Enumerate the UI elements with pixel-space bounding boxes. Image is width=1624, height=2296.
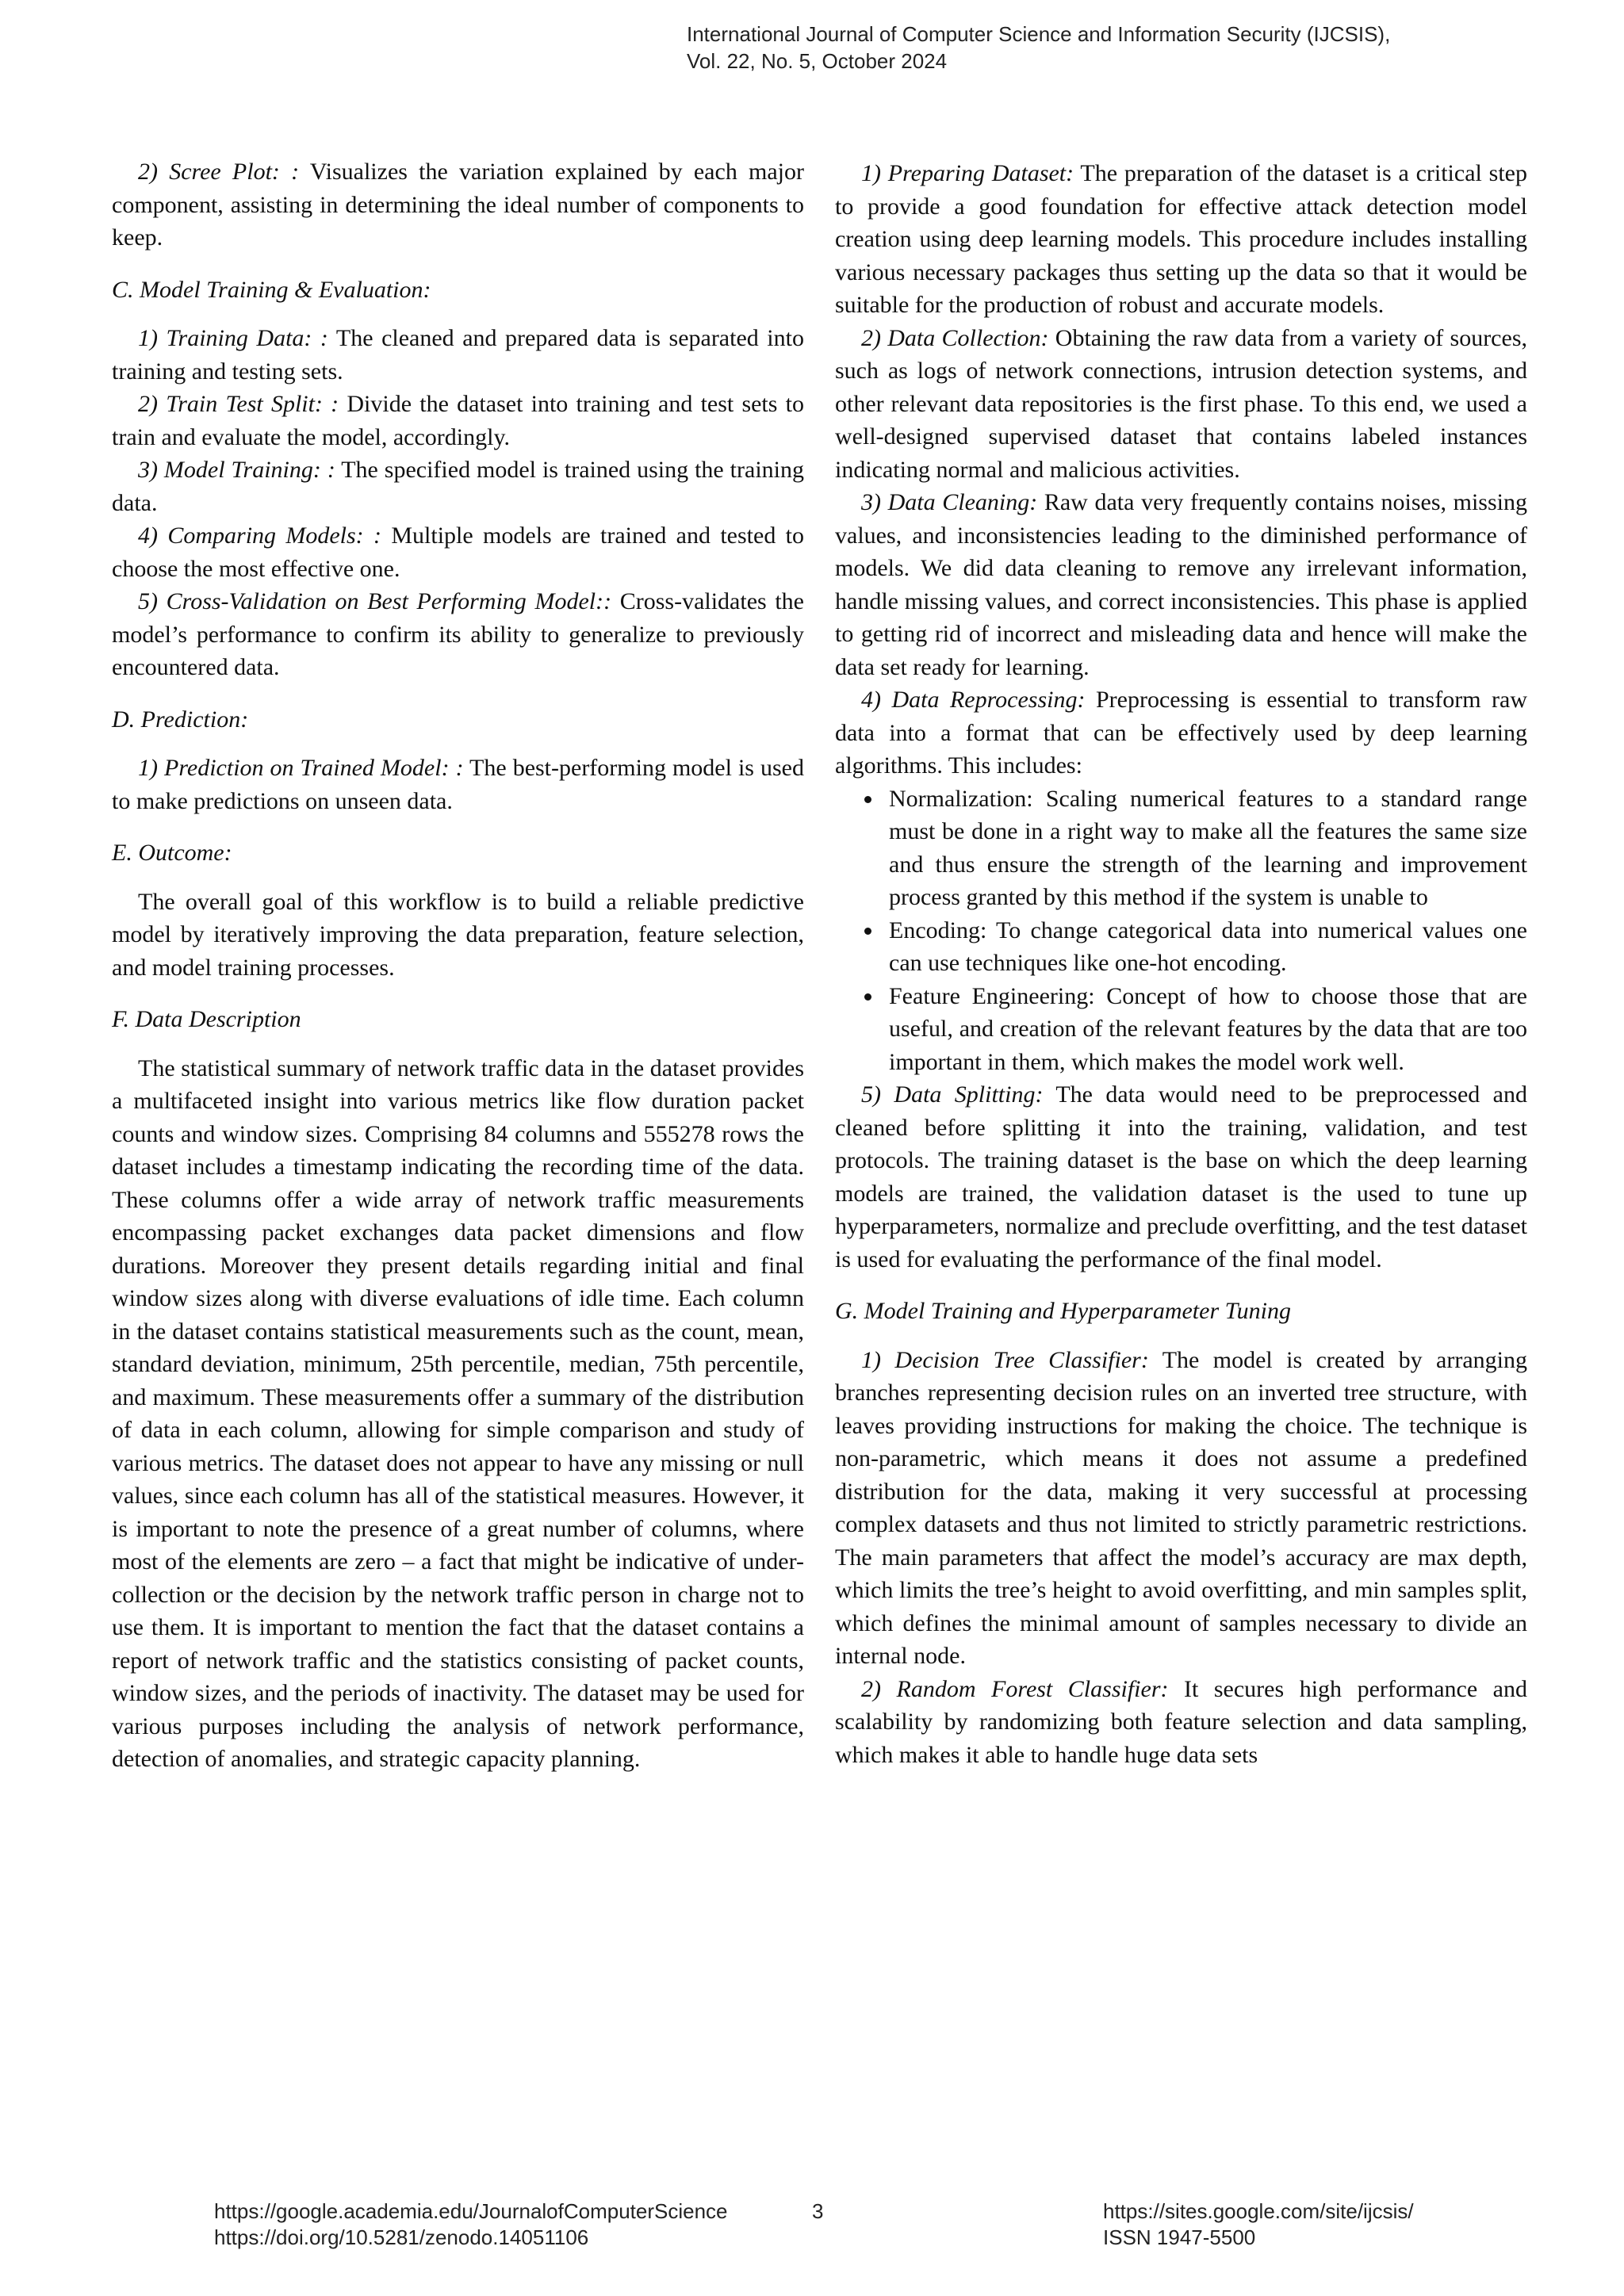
paragraph-train-test-split: 2) Train Test Split: : Divide the dataset into training and test sets to train and evaluate the model, accordingly. (112, 391, 804, 450)
footer-sites-link[interactable]: https://sites.google.com/site/ijcsis/ (1103, 2199, 1414, 2223)
paragraph-data-description: The statistical summary of network traffic data in the dataset provides a multifaceted insight into various metrics like flow duration packet counts and window sizes. Comprising 84 columns and 555278 rows the dataset includes a timestamp indicating the recording time of the data. These columns offer a wide array of network traffic measurements encompassing packet exchanges data packet dimensions and flow durations. Moreover they present details regarding initial and final window sizes along with diverse evaluations of idle time. Each column in the dataset contains statistical measurements such as the count, mean, standard deviation, minimum, 25th percentile, median, 75th percentile, and maximum. These measurements offer a summary of the distribution of data in each column, allowing for simple comparison and study of various metrics. The dataset does not appear to have any missing or null values, since each column has all of the statistical measures. However, it is important to note the presence of a great number of columns, where most of the elements are zero – a fact that might be indicative of under-collection or the decision by the network traffic person in charge not to use them. It is important to mention the fact that the dataset contains a report of network traffic and the statistics consisting of packet counts, window sizes, and the periods of inactivity. The dataset may be used for various purposes including the analysis of network performance, detection of anomalies, and strategic capacity planning. (112, 1054, 804, 1772)
bullet-icon (864, 928, 871, 935)
paragraph-model-training: 3) Model Training: : The specified model is trained using the training data. (112, 457, 804, 516)
section-heading-e: E. Outcome: (112, 840, 232, 866)
footer-academia-link[interactable]: https://google.academia.edu/JournalofComputerScience (214, 2199, 728, 2223)
section-heading-f: F. Data Description (112, 1006, 301, 1032)
paragraph-data-splitting: 5) Data Splitting: The data would need to be preprocessed and cleaned before splitting it into the training, validation, and test protocols. The training dataset is the base on which the deep learning models are trained, the validation dataset is the used to tune up hyperparameters, normalize and preclude overfitting, and the test dataset is used for evaluating the performance of the final model. (835, 1081, 1527, 1272)
journal-volume: Vol. 22, No. 5, October 2024 (687, 49, 948, 73)
list-item: Feature Engineering: Concept of how to choose those that are useful, and creation of the relevant features by the data that are too important in them, which makes the model work well. (889, 980, 1527, 1079)
paragraph-data-collection: 2) Data Collection: Obtaining the raw data from a variety of sources, such as logs of network connections, intrusion detection systems, and other relevant data repositories is the first phase. To this end, we used a well-designed supervised dataset that contains labeled instances indicating normal and malicious activities. (835, 324, 1527, 483)
paragraph-decision-tree: 1) Decision Tree Classifier: The model is created by arranging branches representing decision rules on an inverted tree structure, with leaves providing instructions for making the choice. The technique is non-parametric, which means it does not assume a predefined distribution for the data, making it very successful at processing complex datasets and thus not limited to strictly parametric restrictions. The main parameters that affect the model’s accuracy are max depth, which limits the tree’s height to avoid overfitting, and min samples split, which defines the minimal amount of samples necessary to divide an internal node. (835, 1346, 1527, 1669)
paragraph-prediction: 1) Prediction on Trained Model: : The best-performing model is used to make predictions on unseen data. (112, 755, 804, 814)
right-column (835, 157, 1527, 1771)
journal-title: International Journal of Computer Science and Information Security (IJCSIS), (687, 22, 1391, 46)
paragraph-cross-validation: 5) Cross-Validation on Best Performing Model:: Cross-validates the model’s performance to confirm its ability to generalize to previously encountered data. (112, 588, 804, 680)
bullet-icon (864, 796, 871, 803)
paragraph-scree-plot: 2) Scree Plot: : Visualizes the variation explained by each major component, assisting in determining the ideal number of components to keep. (112, 159, 805, 251)
paragraph-data-reprocessing: 4) Data Reprocessing: Preprocessing is essential to transform raw data into a format that can be effectively used by deep learning algorithms. This includes: (835, 687, 1528, 779)
list-item: Encoding: To change categorical data into numerical values one can use techniques like one-hot encoding. (889, 914, 1527, 980)
scree-plot-label: 2) Scree Plot: : (138, 159, 300, 185)
footer-right (1103, 2198, 1414, 2251)
paragraph-comparing-models: 4) Comparing Models: : Multiple models are trained and tested to choose the most effective one. (112, 522, 804, 582)
paragraph-outcome: The overall goal of this workflow is to build a reliable predictive model by iteratively improving the data preparation, feature selection, and model training processes. (112, 888, 804, 981)
page-number: 3 (812, 2199, 824, 2223)
section-heading-d: D. Prediction: (112, 706, 249, 733)
paragraph-training-data: 1) Training Data: : The cleaned and prepared data is separated into training and testing sets. (112, 325, 804, 385)
paragraph-random-forest: 2) Random Forest Classifier: It secures high performance and scalability by randomizing both feature selection and data sampling, which makes it able to handle huge data sets (835, 1675, 1527, 1768)
paragraph-preparing-dataset: 1) Preparing Dataset: The preparation of the dataset is a critical step to provide a good foundation for effective attack detection model creation using deep learning models. This procedure includes installing various necessary packages thus setting up the data so that it would be suitable for the production of robust and accurate models. (835, 160, 1527, 318)
paragraph-data-cleaning: 3) Data Cleaning: Raw data very frequently contains noises, missing values, and inconsistencies leading to the diminished performance of models. We did data cleaning to remove any irrelevant information, handle missing values, and correct inconsistencies. This phase is applied to getting rid of incorrect and misleading data and hence will make the data set ready for learning. (835, 489, 1527, 680)
bullet-icon (864, 993, 871, 1001)
left-column (112, 155, 804, 1776)
footer-doi-link[interactable]: https://doi.org/10.5281/zenodo.14051106 (214, 2225, 589, 2249)
list-item: Normalization: Scaling numerical features to a standard range must be done in a right way to make all the features the same size and thus ensure the strength of the learning and improvement process granted by this method if the system is unable to (889, 783, 1527, 914)
preprocessing-list (835, 783, 1527, 1079)
section-heading-g: G. Model Training and Hyperparameter Tuning (835, 1298, 1291, 1324)
footer-left (214, 2198, 728, 2251)
section-heading-c: C. Model Training & Evaluation: (112, 276, 431, 303)
footer-issn: ISSN 1947-5500 (1103, 2225, 1256, 2249)
journal-header (687, 21, 1575, 75)
